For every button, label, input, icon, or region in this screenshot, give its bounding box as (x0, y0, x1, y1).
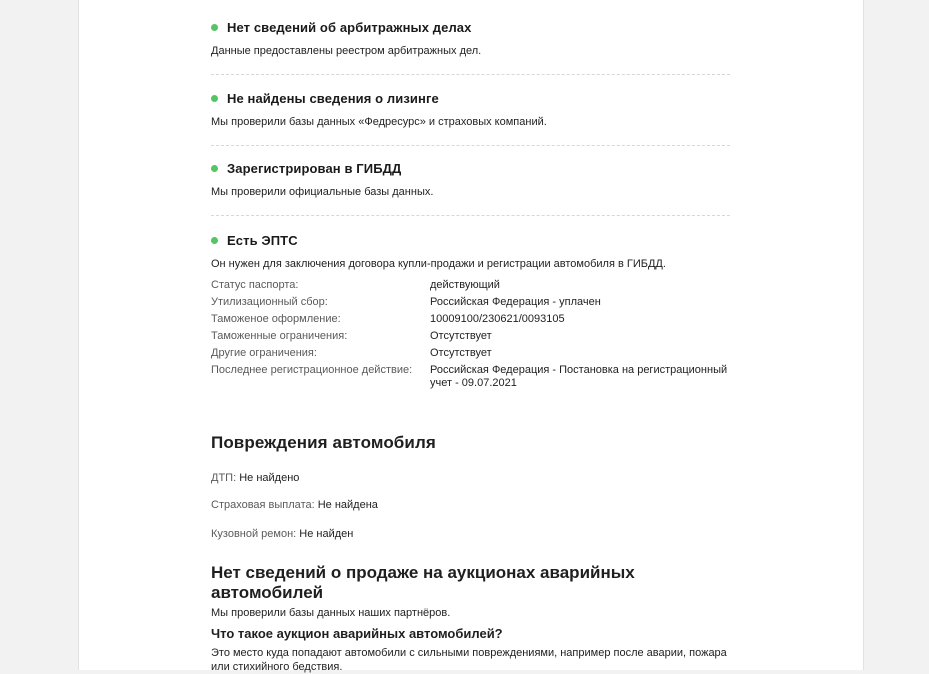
check-description: Мы проверили официальные базы данных. (211, 186, 434, 198)
damage-value: Не найдено (239, 472, 300, 484)
check-header (211, 159, 731, 177)
detail-row (211, 364, 731, 390)
divider (211, 145, 730, 146)
damage-body-repair-row (211, 527, 731, 541)
detail-label: Таможеное оформление: (211, 313, 341, 325)
auction-description: Мы проверили базы данных наших партнёров. (211, 607, 451, 619)
check-header (211, 231, 731, 249)
epts-details (211, 279, 731, 390)
check-description: Он нужен для заключения договора купли-продажи и регистрации автомобиля в ГИБДД. (211, 258, 666, 270)
damage-title: Повреждения автомобиля (211, 433, 436, 452)
check-header (211, 18, 731, 36)
detail-label: Утилизационный сбор: (211, 296, 328, 308)
damage-label: ДТП: (211, 472, 237, 484)
status-ok-icon (211, 24, 218, 31)
check-title: Не найдены сведения о лизинге (227, 90, 439, 106)
detail-value: действующий (430, 279, 500, 291)
damage-insurance-row (211, 498, 731, 512)
check-header (211, 89, 731, 107)
status-ok-icon (211, 95, 218, 102)
detail-row (211, 279, 731, 292)
auction-section (211, 563, 751, 674)
detail-value: Отсутствует (430, 347, 492, 359)
detail-row (211, 330, 731, 343)
detail-label: Последнее регистрационное действие: (211, 364, 413, 376)
check-arbitration (211, 18, 731, 58)
detail-value: Российская Федерация - уплачен (430, 296, 601, 308)
damage-label: Страховая выплата: (211, 499, 315, 511)
detail-row (211, 296, 731, 309)
detail-value: Отсутствует (430, 330, 492, 342)
check-title: Есть ЭПТС (227, 232, 298, 248)
auction-title: Нет сведений о продаже на аукционах аварийных автомобилей (211, 563, 635, 602)
detail-value: Российская Федерация - Постановка на регистрационный учет - 09.07.2021 (430, 364, 728, 389)
detail-label: Другие ограничения: (211, 347, 317, 359)
detail-value: 10009100/230621/0093105 (430, 313, 565, 325)
auction-subdescription: Это место куда попадают автомобили с сильными повреждениями, например после аварии, пожара или стихийного бедствия. (211, 647, 727, 673)
divider (211, 215, 730, 216)
report-card (78, 0, 864, 673)
status-ok-icon (211, 165, 218, 172)
check-description: Мы проверили базы данных «Федресурс» и страховых компаний. (211, 116, 547, 128)
damage-section (211, 433, 731, 453)
auction-subtitle: Что такое аукцион аварийных автомобилей? (211, 626, 503, 641)
detail-label: Статус паспорта: (211, 279, 299, 291)
check-epts (211, 231, 731, 394)
detail-label: Таможенные ограничения: (211, 330, 348, 342)
damage-accident-row (211, 471, 731, 485)
detail-row (211, 313, 731, 326)
check-description: Данные предоставлены реестром арбитражных дел. (211, 45, 482, 57)
check-title: Зарегистрирован в ГИБДД (227, 160, 402, 176)
check-leasing (211, 89, 731, 129)
check-title: Нет сведений об арбитражных делах (227, 19, 472, 35)
damage-value: Не найден (299, 528, 354, 540)
damage-label: Кузовной ремон: (211, 528, 297, 540)
divider (211, 74, 730, 75)
check-gibdd (211, 159, 731, 199)
detail-row (211, 347, 731, 360)
status-ok-icon (211, 237, 218, 244)
damage-value: Не найдена (317, 499, 378, 511)
